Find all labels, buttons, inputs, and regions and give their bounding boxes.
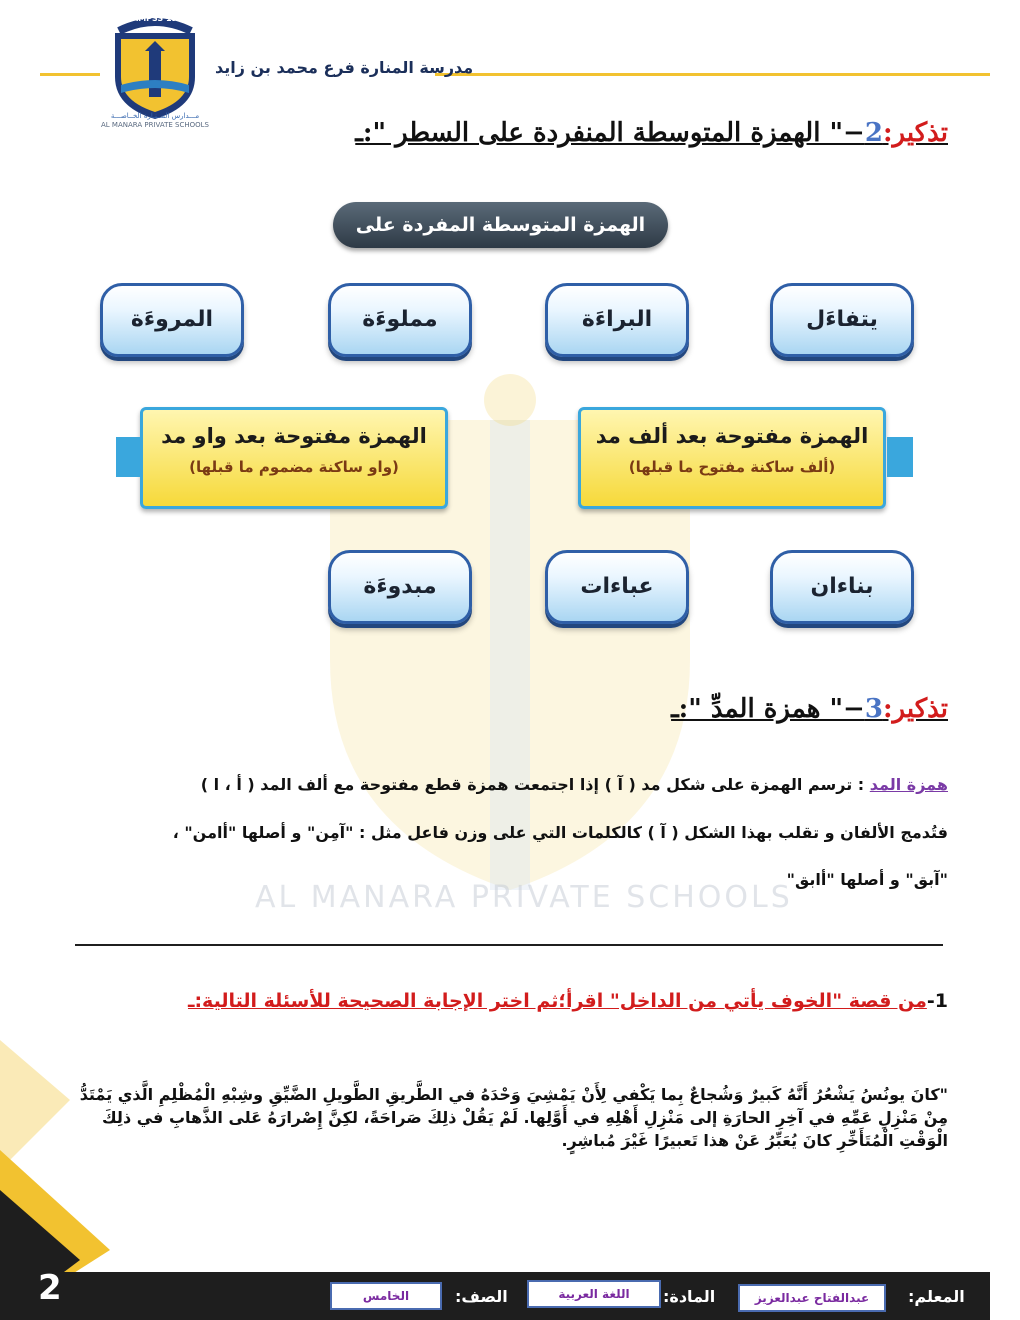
section2-heading: −" الهمزة المتوسطة المنفردة على السطر ":ـ — [355, 118, 865, 148]
section2-label: تذكير: — [882, 118, 948, 148]
word-card-7: مبدوءَة — [328, 550, 472, 624]
madd-line-3: "آبق" و أصلها "أابق" — [786, 870, 948, 889]
rule-alif-line2: (ألف ساكنة مفتوح ما قبلها) — [628, 458, 836, 476]
school-name: مدرسة المنارة فرع محمد بن زايد — [215, 58, 474, 77]
section3-number: 3 — [864, 694, 883, 724]
word-card-1: يتفاءَل — [770, 283, 914, 357]
question-number: 1- — [926, 990, 948, 1012]
teacher-label: المعلم: — [908, 1287, 965, 1306]
madd-term: همزة المد — [869, 775, 948, 794]
section3-heading: −" همزة المدِّ ":ـ — [671, 694, 865, 724]
subject-label: المادة: — [663, 1287, 716, 1306]
word-card-4: المروءَة — [100, 283, 244, 357]
logo-caption-ar: مـــدارس المــنـارة الخــاصـــة — [110, 112, 200, 120]
rule-box-alif — [578, 407, 886, 509]
word-card-2: البراءَة — [545, 283, 689, 357]
header-line-left — [40, 73, 100, 76]
question-text: من قصة "الخوف يأتي من الداخل" اقرأ؛ثم اختر الإجابة الصحيحة للأسئلة التالية:ـ — [187, 990, 927, 1012]
grade-label: الصف: — [455, 1287, 508, 1306]
page-number: 2 — [38, 1268, 62, 1308]
section3-title — [671, 694, 948, 724]
rule-waw-line2: (واو ساكنة مضموم ما قبلها) — [189, 458, 399, 476]
word-card-6: عباءات — [545, 550, 689, 624]
section3-label: تذكير: — [882, 694, 948, 724]
teacher-name-box: عبدالفتاح عبدالعزيز — [738, 1284, 886, 1312]
madd-line1-text: : ترسم الهمزة على شكل مد ( آ ) إذا اجتمعت همزة قطع مفتوحة مع ألف المد ( أ ، ا ) — [200, 775, 865, 794]
rule-box-waw — [140, 407, 448, 509]
chart-title: الهمزة المتوسطة المفردة على السطر — [333, 202, 668, 248]
story-passage: "كانَ يونُسُ يَشْعُرُ أَنَّهُ كَبيرٌ وَشُجاعٌ بِما يَكْفي لِأَنْ يَمْشِيَ وَحْدَهُ في الطَّريقِ الطَّويلِ الضَّيِّقِ وشِبْهِ الْمُظْلِمِ الَّذي يَمْتَدُّ مِنْ مَنْزِلِ عَمِّهِ في آخِرِ الحارَةِ إلى مَنْزِلِ أَهْلِهِ في أَوَّلِها. لَمْ يَقُلْ ذلِكَ صَراحَةً، لكِنَّ إِصْرارَهُ عَلى الذَّهابِ في ذلِكَ الْوَقْتِ الْمُتَأَخِّرِ كانَ يُعَبِّرُ عَنْ هذا تَعبيرًا غَيْرَ مُباشِرٍ. — [79, 1085, 948, 1150]
rule-waw-line1: الهمزة مفتوحة بعد واو مد — [161, 424, 427, 448]
rule-alif-notch — [887, 437, 913, 477]
logo-caption — [95, 112, 215, 130]
rule-alif-line1: الهمزة مفتوحة بعد ألف مد — [595, 424, 869, 448]
section2-number: 2 — [864, 118, 883, 148]
watermark-text: AL MANARA PRIVATE SCHOOLS — [255, 880, 793, 915]
word-card-3: مملوءَة — [328, 283, 472, 357]
question-heading — [188, 990, 948, 1012]
divider-line — [75, 944, 943, 946]
logo-caption-en: AL MANARA PRIVATE SCHOOLS — [101, 121, 209, 129]
rule-waw-notch — [116, 437, 142, 477]
header-line-right — [435, 73, 990, 76]
madd-line-1 — [68, 775, 948, 794]
section2-title — [355, 118, 948, 148]
logo-top-text: AMPSS 1984 — [132, 14, 189, 23]
madd-line-2: فتُدمج الألفان و تقلب بهذا الشكل ( آ ) كالكلمات التي على وزن فاعل مثل : "آمِن" و أصلها "أامن" ، — [172, 823, 948, 842]
word-card-5: بناءان — [770, 550, 914, 624]
grade-box: الخامس — [330, 1282, 442, 1310]
subject-box: اللغة العربية — [527, 1280, 661, 1308]
